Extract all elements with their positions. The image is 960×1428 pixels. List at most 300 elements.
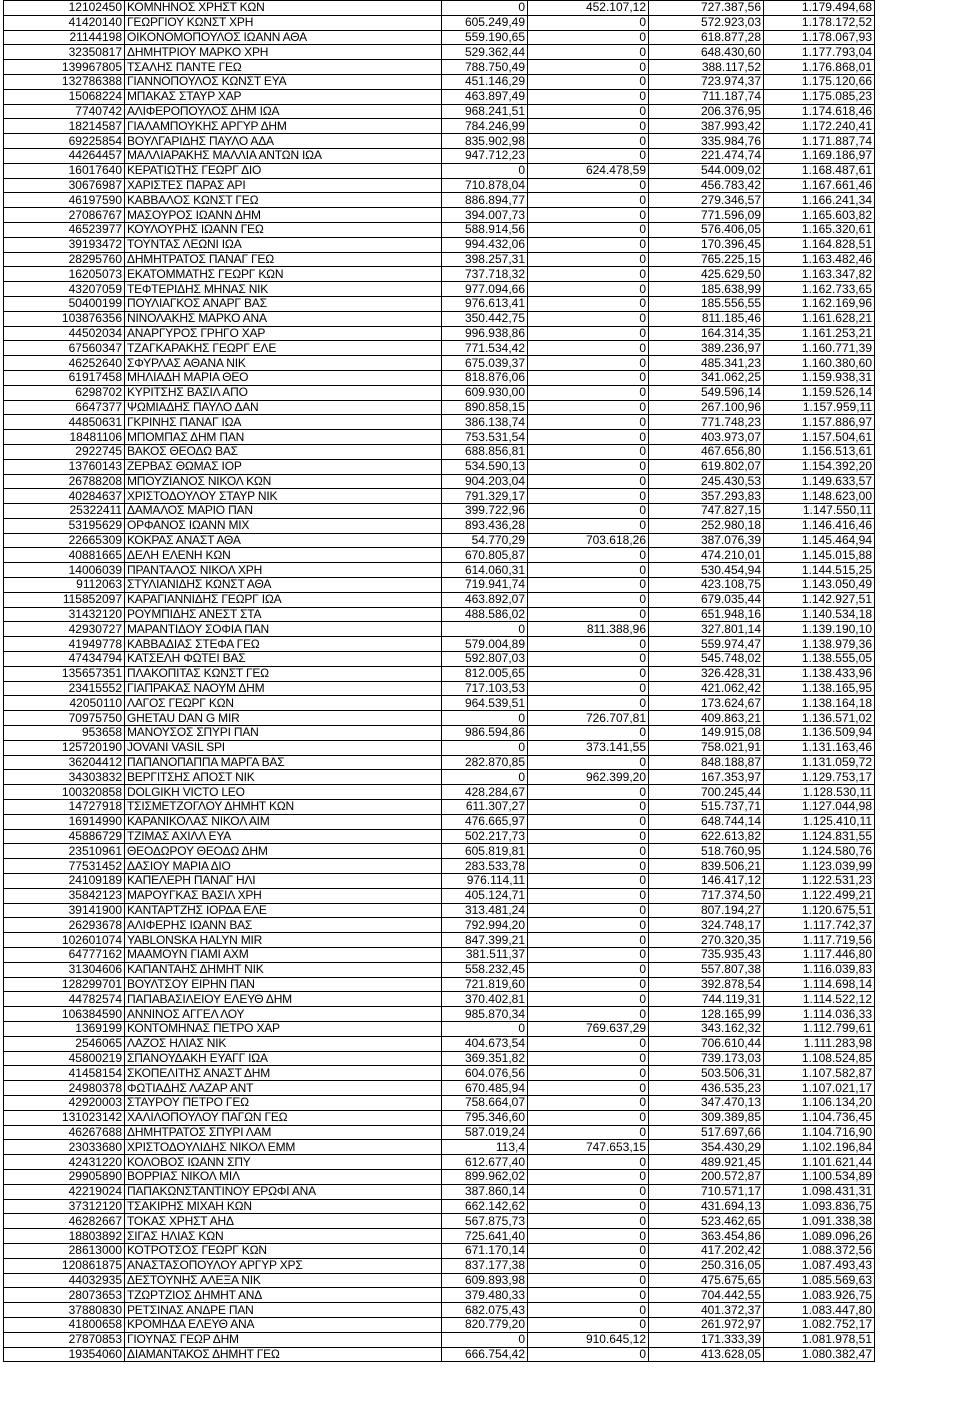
amount-1-cell: 818.876,06 [442,370,528,385]
amount-3-cell: 267.100,96 [649,400,764,415]
name-cell: ΜΠΑΚΑΣ ΣΤΑΥΡ ΧΑΡ [125,89,442,104]
total-cell: 1.123.039,99 [764,859,875,874]
table-row [4,859,875,874]
amount-1-cell: 579.004,89 [442,637,528,652]
amount-2-cell: 0 [528,977,649,992]
amount-2-cell: 0 [528,89,649,104]
total-cell: 1.112.799,61 [764,1021,875,1036]
table-row [4,1007,875,1022]
amount-3-cell: 354.430,29 [649,1140,764,1155]
amount-3-cell: 357.293,83 [649,489,764,504]
afm-cell: 47434794 [4,652,125,667]
name-cell: ΚΑΡΑΝΙΚΟΛΑΣ ΝΙΚΟΛ ΑΙΜ [125,814,442,829]
amount-3-cell: 619.802,07 [649,459,764,474]
amount-1-cell: 488.586,02 [442,607,528,622]
table-row [4,1110,875,1125]
name-cell: ΤΟΥΝΤΑΣ ΛΕΩΝΙ ΙΩΑ [125,237,442,252]
table-row [4,60,875,75]
name-cell: ΛΑΖΟΣ ΗΛΙΑΣ ΝΙΚ [125,1036,442,1051]
afm-cell: 13760143 [4,459,125,474]
amount-2-cell: 0 [528,296,649,311]
afm-cell: 14006039 [4,563,125,578]
name-cell: ΠΡΑΝΤΑΛΟΣ ΝΙΚΟΛ ΧΡΗ [125,563,442,578]
afm-cell: 28295760 [4,252,125,267]
table-row [4,1347,875,1362]
table-row [4,1021,875,1036]
total-cell: 1.167.661,46 [764,178,875,193]
amount-3-cell: 335.984,76 [649,134,764,149]
table-row [4,948,875,963]
amount-2-cell: 0 [528,992,649,1007]
name-cell: ΤΣΑΛΗΣ ΠΑΝΤΕ ΓΕΩ [125,60,442,75]
table-row [4,578,875,593]
amount-3-cell: 475.675,65 [649,1273,764,1288]
table-row [4,178,875,193]
afm-cell: 120861875 [4,1258,125,1273]
amount-1-cell: 387.860,14 [442,1184,528,1199]
total-cell: 1.164.828,51 [764,237,875,252]
amount-3-cell: 807.194,27 [649,903,764,918]
amount-1-cell: 904.203,04 [442,474,528,489]
amount-2-cell: 703.618,26 [528,533,649,548]
amount-3-cell: 515.737,71 [649,800,764,815]
amount-2-cell: 0 [528,696,649,711]
total-cell: 1.144.515,25 [764,563,875,578]
amount-2-cell: 769.637,29 [528,1021,649,1036]
amount-3-cell: 146.417,12 [649,874,764,889]
table-row [4,755,875,770]
table-row [4,208,875,223]
data-table [3,0,875,1362]
amount-2-cell: 0 [528,859,649,874]
amount-1-cell: 612.677,40 [442,1155,528,1170]
afm-cell: 39141900 [4,903,125,918]
amount-1-cell: 0 [442,1,528,16]
total-cell: 1.122.531,23 [764,874,875,889]
table-row [4,1155,875,1170]
amount-1-cell: 611.307,27 [442,800,528,815]
amount-1-cell: 428.284,67 [442,785,528,800]
amount-3-cell: 252.980,18 [649,518,764,533]
amount-2-cell: 624.478,59 [528,163,649,178]
amount-2-cell: 0 [528,282,649,297]
amount-1-cell: 670.485,94 [442,1081,528,1096]
name-cell: ΧΡΙΣΤΟΔΟΥΛΟΥ ΣΤΑΥΡ ΝΙΚ [125,489,442,504]
afm-cell: 70975750 [4,711,125,726]
table-row [4,696,875,711]
amount-1-cell: 614.060,31 [442,563,528,578]
amount-2-cell: 0 [528,1214,649,1229]
total-cell: 1.160.771,39 [764,341,875,356]
afm-cell: 22665309 [4,533,125,548]
amount-1-cell: 398.257,31 [442,252,528,267]
amount-1-cell: 985.870,34 [442,1007,528,1022]
amount-1-cell: 0 [442,711,528,726]
name-cell: ΖΕΡΒΑΣ ΘΩΜΑΣ ΙΟΡ [125,459,442,474]
table-row [4,814,875,829]
table-row [4,770,875,785]
amount-3-cell: 648.430,60 [649,45,764,60]
amount-1-cell: 605.819,81 [442,844,528,859]
amount-3-cell: 544.009,02 [649,163,764,178]
total-cell: 1.088.372,56 [764,1243,875,1258]
amount-3-cell: 651.948,16 [649,607,764,622]
name-cell: ΜΠΟΜΠΑΣ ΔΗΜ ΠΑΝ [125,430,442,445]
name-cell: ΚΕΡΑΤΙΩΤΗΣ ΓΕΩΡΓ ΔΙΟ [125,163,442,178]
amount-1-cell: 795.346,60 [442,1110,528,1125]
afm-cell: 46282667 [4,1214,125,1229]
amount-1-cell: 605.249,49 [442,15,528,30]
table-row [4,311,875,326]
table-row [4,237,875,252]
amount-1-cell: 688.856,81 [442,444,528,459]
amount-1-cell: 451.146,29 [442,74,528,89]
amount-1-cell: 592.807,03 [442,652,528,667]
table-row [4,1081,875,1096]
total-cell: 1.107.021,17 [764,1081,875,1096]
total-cell: 1.127.044,98 [764,800,875,815]
afm-cell: 18481106 [4,430,125,445]
table-row [4,681,875,696]
afm-cell: 44850631 [4,415,125,430]
amount-3-cell: 765.225,15 [649,252,764,267]
afm-cell: 139967805 [4,60,125,75]
amount-3-cell: 517.697,66 [649,1125,764,1140]
table-row [4,15,875,30]
name-cell: ΔΑΜΑΛΟΣ ΜΑΡΙΟ ΠΑΝ [125,504,442,519]
name-cell: ΧΑΛΙΛΟΠΟΥΛΟΥ ΠΑΓΩΝ ΓΕΩ [125,1110,442,1125]
amount-2-cell: 0 [528,755,649,770]
table-row [4,163,875,178]
amount-1-cell: 812.005,65 [442,666,528,681]
total-cell: 1.165.320,61 [764,222,875,237]
amount-3-cell: 409.863,21 [649,711,764,726]
table-row [4,282,875,297]
name-cell: ΣΚΟΠΕΛΙΤΗΣ ΑΝΑΣΤ ΔΗΜ [125,1066,442,1081]
amount-2-cell: 0 [528,1110,649,1125]
name-cell: DOLGIKH VICTO LEO [125,785,442,800]
amount-1-cell: 725.641,40 [442,1229,528,1244]
afm-cell: 18803892 [4,1229,125,1244]
amount-1-cell: 737.718,32 [442,267,528,282]
name-cell: ΠΟΥΛΙΑΓΚΟΣ ΑΝΑΡΓ ΒΑΣ [125,296,442,311]
afm-cell: 41949778 [4,637,125,652]
table-row [4,622,875,637]
amount-2-cell: 0 [528,607,649,622]
table-row [4,474,875,489]
total-cell: 1.166.241,34 [764,193,875,208]
name-cell: ΝΙΝΟΛΑΚΗΣ ΜΑΡΚΟ ΑΝΑ [125,311,442,326]
amount-2-cell: 0 [528,1229,649,1244]
afm-cell: 46523977 [4,222,125,237]
table-row [4,89,875,104]
amount-1-cell: 710.878,04 [442,178,528,193]
amount-2-cell: 0 [528,874,649,889]
amount-1-cell: 604.076,56 [442,1066,528,1081]
amount-3-cell: 711.187,74 [649,89,764,104]
amount-1-cell: 788.750,49 [442,60,528,75]
amount-1-cell: 476.665,97 [442,814,528,829]
table-row [4,400,875,415]
name-cell: ΒΑΚΟΣ ΘΕΟΔΩ ΒΑΣ [125,444,442,459]
afm-cell: 50400199 [4,296,125,311]
amount-2-cell: 0 [528,592,649,607]
table-row [4,977,875,992]
table-row [4,430,875,445]
amount-3-cell: 717.374,50 [649,888,764,903]
amount-3-cell: 326.428,31 [649,666,764,681]
table-row [4,1184,875,1199]
amount-3-cell: 723.974,37 [649,74,764,89]
amount-1-cell: 405.124,71 [442,888,528,903]
table-row [4,489,875,504]
afm-cell: 46267688 [4,1125,125,1140]
name-cell: ΣΦΥΡΛΑΣ ΑΘΑΝΑ ΝΙΚ [125,356,442,371]
total-cell: 1.139.190,10 [764,622,875,637]
total-cell: 1.124.831,55 [764,829,875,844]
amount-2-cell: 0 [528,30,649,45]
amount-2-cell: 0 [528,415,649,430]
table-row [4,903,875,918]
amount-2-cell: 0 [528,548,649,563]
amount-3-cell: 710.571,17 [649,1184,764,1199]
afm-cell: 31304606 [4,962,125,977]
amount-3-cell: 771.596,09 [649,208,764,223]
amount-2-cell: 0 [528,474,649,489]
amount-1-cell: 682.075,43 [442,1303,528,1318]
amount-1-cell: 463.897,49 [442,89,528,104]
amount-3-cell: 704.442,55 [649,1288,764,1303]
afm-cell: 6298702 [4,385,125,400]
name-cell: ΜΗΛΙΑΔΗ ΜΑΡΙΑ ΘΕΟ [125,370,442,385]
amount-1-cell: 792.994,20 [442,918,528,933]
afm-cell: 12102450 [4,1,125,16]
afm-cell: 16205073 [4,267,125,282]
amount-3-cell: 388.117,52 [649,60,764,75]
afm-cell: 40881665 [4,548,125,563]
amount-2-cell: 0 [528,962,649,977]
name-cell: ΓΙΑΝΝΟΠΟΥΛΟΣ ΚΩΝΣΤ ΕΥΑ [125,74,442,89]
total-cell: 1.114.698,14 [764,977,875,992]
amount-1-cell: 386.138,74 [442,415,528,430]
name-cell: ΑΛΙΦΕΡΗΣ ΙΩΑΝΝ ΒΑΣ [125,918,442,933]
amount-3-cell: 559.974,47 [649,637,764,652]
afm-cell: 30676987 [4,178,125,193]
table-row [4,444,875,459]
name-cell: ΤΣΙΣΜΕΤΖΟΓΛΟΥ ΔΗΜΗΤ ΚΩΝ [125,800,442,815]
amount-2-cell: 0 [528,1243,649,1258]
amount-1-cell: 113,4 [442,1140,528,1155]
amount-2-cell: 452.107,12 [528,1,649,16]
amount-2-cell: 0 [528,1317,649,1332]
amount-2-cell: 0 [528,518,649,533]
name-cell: ΠΑΠΑΒΑΣΙΛΕΙΟΥ ΕΛΕΥΘ ΔΗΜ [125,992,442,1007]
total-cell: 1.085.569,63 [764,1273,875,1288]
amount-1-cell: 820.779,20 [442,1317,528,1332]
amount-2-cell: 0 [528,1007,649,1022]
total-cell: 1.107.582,87 [764,1066,875,1081]
afm-cell: 26788208 [4,474,125,489]
afm-cell: 25322411 [4,504,125,519]
name-cell: ΣΙΓΑΣ ΗΛΙΑΣ ΚΩΝ [125,1229,442,1244]
afm-cell: 27870853 [4,1332,125,1347]
table-row [4,1066,875,1081]
name-cell: ΓΚΡΙΝΗΣ ΠΑΝΑΓ ΙΩΑ [125,415,442,430]
name-cell: JOVANI VASIL SPI [125,740,442,755]
amount-3-cell: 245.430,53 [649,474,764,489]
amount-3-cell: 221.474,74 [649,148,764,163]
name-cell: ΔΗΜΗΤΡΙΟΥ ΜΑΡΚΟ ΧΡΗ [125,45,442,60]
total-cell: 1.172.240,41 [764,119,875,134]
amount-2-cell: 0 [528,104,649,119]
afm-cell: 23510961 [4,844,125,859]
amount-3-cell: 250.316,05 [649,1258,764,1273]
table-row [4,74,875,89]
amount-2-cell: 0 [528,1081,649,1096]
amount-1-cell: 587.019,24 [442,1125,528,1140]
total-cell: 1.081.978,51 [764,1332,875,1347]
amount-1-cell: 996.938,86 [442,326,528,341]
amount-2-cell: 0 [528,1095,649,1110]
name-cell: ΜΑΑΜΟΥΝ ΓΙΑΜΙ ΑΧΜ [125,948,442,963]
amount-3-cell: 261.972,97 [649,1317,764,1332]
amount-2-cell: 910.645,12 [528,1332,649,1347]
table-row [4,1140,875,1155]
amount-1-cell: 394.007,73 [442,208,528,223]
amount-3-cell: 622.613,82 [649,829,764,844]
amount-1-cell: 313.481,24 [442,903,528,918]
name-cell: ΟΙΚΟΝΟΜΟΠΟΥΛΟΣ ΙΩΑΝΝ ΑΘΑ [125,30,442,45]
table-row [4,1317,875,1332]
amount-3-cell: 489.921,45 [649,1155,764,1170]
table-row [4,888,875,903]
total-cell: 1.138.433,96 [764,666,875,681]
amount-2-cell: 0 [528,903,649,918]
table-row [4,933,875,948]
table-row [4,1199,875,1214]
amount-2-cell: 0 [528,1199,649,1214]
amount-3-cell: 758.021,91 [649,740,764,755]
total-cell: 1.177.793,04 [764,45,875,60]
afm-cell: 28613000 [4,1243,125,1258]
total-cell: 1.157.504,61 [764,430,875,445]
afm-cell: 125720190 [4,740,125,755]
amount-3-cell: 618.877,28 [649,30,764,45]
amount-2-cell: 0 [528,637,649,652]
amount-2-cell: 0 [528,385,649,400]
name-cell: ΒΟΥΛΓΑΡΙΔΗΣ ΠΑΥΛΟ ΑΔΑ [125,134,442,149]
amount-1-cell: 54.770,29 [442,533,528,548]
amount-2-cell: 0 [528,814,649,829]
amount-1-cell: 847.399,21 [442,933,528,948]
name-cell: ΤΟΚΑΣ ΧΡΗΣΤ ΑΗΔ [125,1214,442,1229]
amount-3-cell: 735.935,43 [649,948,764,963]
amount-2-cell: 0 [528,681,649,696]
table-row [4,1214,875,1229]
amount-1-cell: 283.533,78 [442,859,528,874]
amount-2-cell: 0 [528,267,649,282]
afm-cell: 131023142 [4,1110,125,1125]
name-cell: ΔΕΣΤΟΥΝΗΣ ΑΛΕΞΑ ΝΙΚ [125,1273,442,1288]
amount-2-cell: 0 [528,45,649,60]
amount-2-cell: 0 [528,1303,649,1318]
amount-3-cell: 421.062,42 [649,681,764,696]
total-cell: 1.138.979,36 [764,637,875,652]
table-row [4,518,875,533]
amount-1-cell: 717.103,53 [442,681,528,696]
amount-3-cell: 545.748,02 [649,652,764,667]
total-cell: 1.104.736,45 [764,1110,875,1125]
amount-3-cell: 456.783,42 [649,178,764,193]
name-cell: ΚΟΥΛΟΥΡΗΣ ΙΩΑΝΝ ΓΕΩ [125,222,442,237]
total-cell: 1.131.059,72 [764,755,875,770]
total-cell: 1.106.134,20 [764,1095,875,1110]
total-cell: 1.163.347,82 [764,267,875,282]
name-cell: ΚΟΝΤΟΜΗΝΑΣ ΠΕΤΡΟ ΧΑΡ [125,1021,442,1036]
amount-2-cell: 0 [528,237,649,252]
total-cell: 1.149.633,57 [764,474,875,489]
afm-cell: 100320858 [4,785,125,800]
afm-cell: 41420140 [4,15,125,30]
total-cell: 1.083.447,80 [764,1303,875,1318]
amount-2-cell: 0 [528,15,649,30]
table-row [4,1169,875,1184]
amount-3-cell: 839.506,21 [649,859,764,874]
total-cell: 1.080.382,47 [764,1347,875,1362]
table-row [4,800,875,815]
table-row [4,1273,875,1288]
amount-2-cell: 726.707,81 [528,711,649,726]
amount-1-cell: 721.819,60 [442,977,528,992]
table-row [4,370,875,385]
name-cell: ΔΙΑΜΑΝΤΑΚΟΣ ΔΗΜΗΤ ΓΕΩ [125,1347,442,1362]
amount-2-cell: 0 [528,430,649,445]
amount-1-cell: 899.962,02 [442,1169,528,1184]
afm-cell: 43207059 [4,282,125,297]
amount-3-cell: 848.188,87 [649,755,764,770]
table-row [4,1258,875,1273]
total-cell: 1.178.172,52 [764,15,875,30]
afm-cell: 953658 [4,726,125,741]
name-cell: ΑΝΑΣΤΑΣΟΠΟΥΛΟΥ ΑΡΓΥΡ ΧΡΣ [125,1258,442,1273]
afm-cell: 44264457 [4,148,125,163]
table-row [4,548,875,563]
afm-cell: 24980378 [4,1081,125,1096]
total-cell: 1.156.513,61 [764,444,875,459]
total-cell: 1.104.716,90 [764,1125,875,1140]
afm-cell: 41800658 [4,1317,125,1332]
name-cell: ΜΑΡΟΥΓΚΑΣ ΒΑΣΙΛ ΧΡΗ [125,888,442,903]
afm-cell: 45886729 [4,829,125,844]
table-row [4,563,875,578]
table-row [4,1303,875,1318]
amount-1-cell: 968.241,51 [442,104,528,119]
name-cell: ΡΟΥΜΠΙΔΗΣ ΑΝΕΣΤ ΣΤΑ [125,607,442,622]
afm-cell: 34303832 [4,770,125,785]
name-cell: ΓΙΟΥΝΑΣ ΓΕΩΡ ΔΗΜ [125,1332,442,1347]
amount-3-cell: 279.346,57 [649,193,764,208]
total-cell: 1.142.927,51 [764,592,875,607]
table-row [4,1288,875,1303]
amount-3-cell: 309.389,85 [649,1110,764,1125]
table-body [4,1,875,1362]
amount-3-cell: 347.470,13 [649,1095,764,1110]
name-cell: ΚΑΝΤΑΡΤΖΗΣ ΙΟΡΔΑ ΕΛΕ [125,903,442,918]
amount-1-cell: 976.613,41 [442,296,528,311]
total-cell: 1.087.493,43 [764,1258,875,1273]
amount-3-cell: 389.236,97 [649,341,764,356]
amount-1-cell: 0 [442,740,528,755]
